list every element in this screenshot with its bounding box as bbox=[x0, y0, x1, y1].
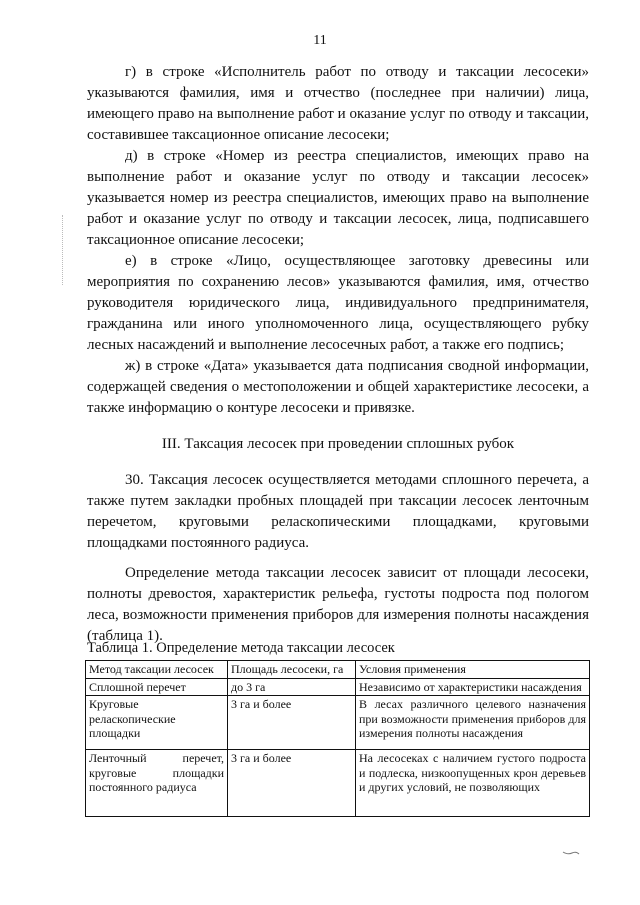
paragraph-method-definition: Определение метода таксации лесосек зависит от площади лесосеки, полноты древостоя, характеристик рельефа, густоты подроста под пологом леса, возможности применения приборов для измерения полноты насаждения (таблица 1). bbox=[87, 565, 589, 644]
table-cell-area: 3 га и более bbox=[228, 696, 356, 750]
paragraph-e: е) в строке «Лицо, осуществляющее заготовку древесины или мероприятия по сохранению лесов» указываются фамилия, имя, отчество руководителя юридического лица, индивидуального предпринимателя, гражданина или иного уполномоченного лица, осуществляющего рубку лесных насаждений и выполнение лесосечных работ, а также его подпись; bbox=[87, 253, 589, 353]
section-title: III. Таксация лесосек при проведении сплошных рубок bbox=[161, 436, 515, 452]
page-number: 11 bbox=[313, 33, 327, 48]
table-cell-conditions: В лесах различного целевого назначения при возможности применения приборов для измерения полноты насаждения bbox=[356, 696, 590, 750]
document-body bbox=[87, 62, 589, 647]
stray-mark bbox=[562, 850, 580, 856]
paragraph-d: д) в строке «Номер из реестра специалистов, имеющих право на выполнение работ и оказание услуг по отводу и таксации лесосек» указывается номер из реестра специалистов, имеющих право на выполнение работ и оказание услуг по отводу и таксации лесосек, лица, подписавшего таксационное описание лесосеки; bbox=[87, 148, 589, 248]
table-cell-method: Сплошной перечет bbox=[86, 678, 228, 696]
paragraph-g: г) в строке «Исполнитель работ по отводу и таксации лесосеки» указываются фамилия, имя и отчество (последнее при наличии) лица, имеющего право на выполнение работ и оказание услуг по отводу и таксации, составившее таксационное описание лесосеки; bbox=[87, 64, 589, 143]
margin-dotted-mark bbox=[62, 215, 65, 285]
table-caption: Таблица 1. Определение метода таксации лесосек bbox=[87, 640, 395, 656]
table-row bbox=[86, 696, 590, 750]
paragraph-30: 30. Таксация лесосек осуществляется методами сплошного перечета, а также путем закладки пробных площадей при таксации лесосек ленточным перечетом, круговыми реласкопическими площадками, круговыми площадками постоянного радиуса. bbox=[87, 472, 589, 551]
table-row bbox=[86, 678, 590, 696]
table-header-area: Площадь лесосеки, га bbox=[228, 661, 356, 679]
table-cell-method: Круговые реласкопические площадки bbox=[86, 696, 228, 750]
table-header-row bbox=[86, 661, 590, 679]
table-cell-conditions: На лесосеках с наличием густого подроста и подлеска, низкоопущенных крон деревьев и других условий, не позволяющих bbox=[356, 750, 590, 817]
table-header-method: Метод таксации лесосек bbox=[86, 661, 228, 679]
table-cell-area: до 3 га bbox=[228, 678, 356, 696]
table-header-conditions: Условия применения bbox=[356, 661, 590, 679]
paragraph-zh: ж) в строке «Дата» указывается дата подписания сводной информации, содержащей сведения о местоположении и общей характеристике лесосеки, а также информацию о контуре лесосеки и привязке. bbox=[87, 358, 589, 416]
table-row bbox=[86, 750, 590, 817]
table-cell-conditions: Независимо от характеристики насаждения bbox=[356, 678, 590, 696]
table-cell-method: Ленточный перечет, круговые площадки постоянного радиуса bbox=[86, 750, 228, 817]
table-cell-area: 3 га и более bbox=[228, 750, 356, 817]
method-table bbox=[85, 660, 590, 817]
